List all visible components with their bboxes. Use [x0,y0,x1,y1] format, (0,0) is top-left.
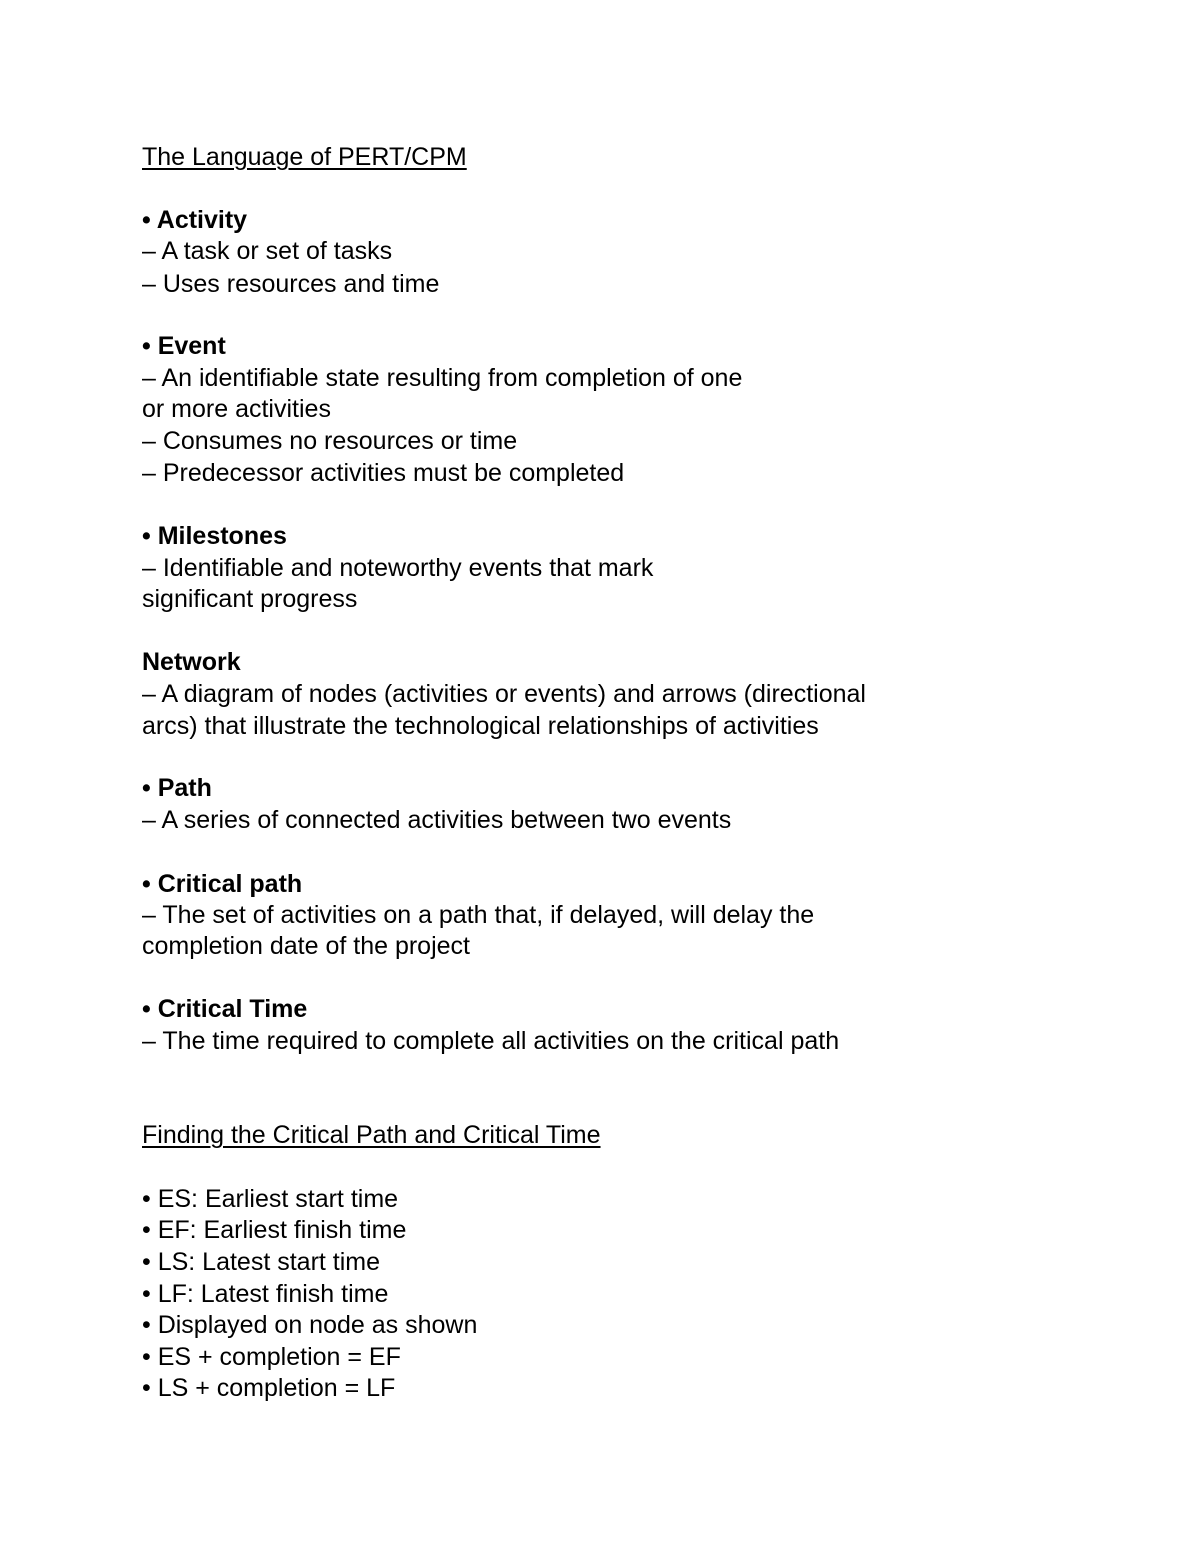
term-line: – The set of activities on a path that, if delayed, will delay the [142,901,815,929]
section-heading-pert-cpm: The Language of PERT/CPM [142,143,467,171]
term-line: – Consumes no resources or time [142,427,518,455]
term-title-activity: • Activity [142,206,248,234]
term-line: – A series of connected activities between two events [142,806,732,834]
term-title-path: • Path [142,774,212,802]
list-item: • ES: Earliest start time [142,1185,399,1213]
list-item: • ES + completion = EF [142,1343,401,1371]
list-item: • LS + completion = LF [142,1374,396,1402]
term-line: – Identifiable and noteworthy events that mark [142,554,654,582]
term-line: or more activities [142,395,331,423]
term-line: – A diagram of nodes (activities or events) and arrows (directional [142,680,866,708]
term-title-milestones: • Milestones [142,522,287,550]
term-line: – Predecessor activities must be completed [142,459,625,487]
term-title-critical-path: • Critical path [142,870,303,898]
term-title-network: Network [142,648,241,676]
term-title-event: • Event [142,332,226,360]
term-line: – A task or set of tasks [142,237,393,265]
list-item: • EF: Earliest finish time [142,1216,407,1244]
term-line: – Uses resources and time [142,270,440,298]
term-line: significant progress [142,585,358,613]
term-line: arcs) that illustrate the technological relationships of activities [142,712,819,740]
term-line: – An identifiable state resulting from completion of one [142,364,743,392]
section-heading-finding-critical-path: Finding the Critical Path and Critical Time [142,1121,601,1149]
list-item: • LS: Latest start time [142,1248,381,1276]
list-item: • LF: Latest finish time [142,1280,389,1308]
term-line: – The time required to complete all activities on the critical path [142,1027,840,1055]
list-item: • Displayed on node as shown [142,1311,478,1339]
term-title-critical-time: • Critical Time [142,995,308,1023]
term-line: completion date of the project [142,932,470,960]
